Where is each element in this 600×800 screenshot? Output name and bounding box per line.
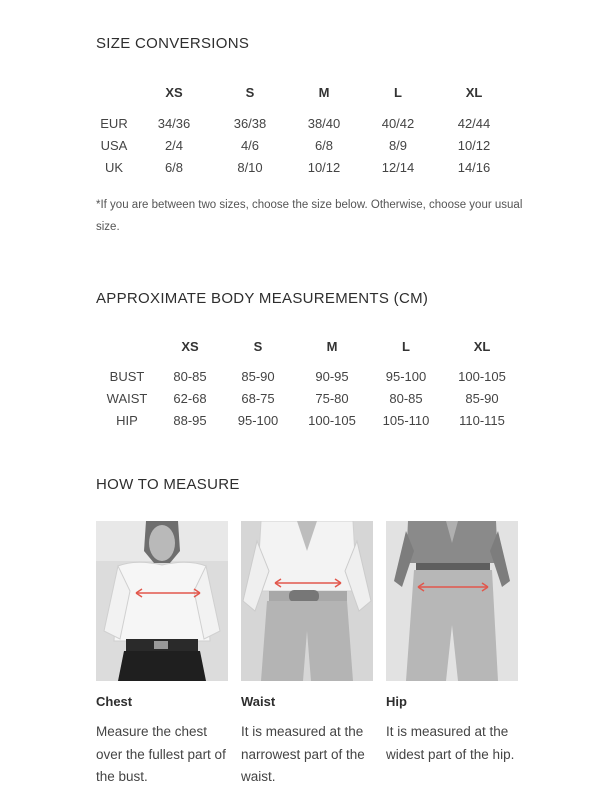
table-row	[98, 387, 524, 409]
chest-instructions: Measure the chest over the fullest part of the bust.	[96, 724, 226, 784]
table-cell: 88-95	[173, 412, 207, 428]
table-cell: 62-68	[173, 390, 207, 406]
waist-measure-photo	[241, 521, 373, 681]
table-cell: 36/38	[233, 115, 267, 131]
table-cell: 34/36	[157, 115, 191, 131]
row-label: UK	[104, 159, 124, 175]
table-cell: 80-85	[389, 390, 423, 406]
table-header-cell: M	[326, 338, 338, 354]
size-conversion-table	[92, 80, 512, 178]
table-cell: 68-75	[241, 390, 275, 406]
table-cell: 6/8	[314, 137, 334, 153]
table-header-cell: XL	[473, 338, 491, 354]
size-conversions-title: SIZE CONVERSIONS	[96, 35, 250, 52]
table-cell: 10/12	[457, 137, 491, 153]
table-cell: 85-90	[241, 368, 275, 384]
table-cell: 12/14	[381, 159, 415, 175]
table-header-cell: L	[402, 338, 410, 354]
table-header-row	[92, 80, 512, 104]
row-label: HIP	[116, 412, 138, 428]
table-cell: 14/16	[457, 159, 491, 175]
table-cell: 38/40	[307, 115, 341, 131]
table-row	[98, 409, 524, 431]
table-header-cell: XS	[165, 84, 183, 100]
chest-label: Chest	[96, 694, 133, 709]
table-cell: 95-100	[385, 368, 427, 384]
table-header-cell: S	[245, 84, 255, 100]
table-cell: 42/44	[457, 115, 491, 131]
table-cell: 10/12	[307, 159, 341, 175]
how-to-measure-title: HOW TO MEASURE	[96, 476, 240, 493]
table-row	[98, 365, 524, 387]
row-label: BUST	[109, 368, 145, 384]
waist-instructions: It is measured at the narrowest part of the waist.	[241, 724, 365, 784]
table-cell: 40/42	[381, 115, 415, 131]
table-cell: 8/9	[388, 137, 408, 153]
table-row	[92, 156, 512, 178]
table-cell: 95-100	[237, 412, 279, 428]
table-header-cell: XL	[465, 84, 483, 100]
table-cell: 90-95	[315, 368, 349, 384]
table-header-cell: S	[253, 338, 263, 354]
table-header-row	[98, 334, 524, 358]
table-cell: 6/8	[164, 159, 184, 175]
table-row	[92, 112, 512, 134]
row-label: WAIST	[106, 390, 148, 406]
table-cell: 105-110	[382, 412, 430, 428]
table-cell: 100-105	[458, 368, 506, 384]
hip-instructions: It is measured at the widest part of the hip.	[386, 724, 515, 762]
table-cell: 110-115	[459, 412, 505, 428]
table-header-cell: XS	[181, 338, 199, 354]
chest-measure-photo	[96, 521, 228, 681]
table-cell: 100-105	[308, 412, 356, 428]
table-cell: 4/6	[240, 137, 260, 153]
table-header-cell	[98, 334, 156, 358]
table-cell: 75-80	[315, 390, 349, 406]
table-row	[92, 134, 512, 156]
hip-measure-photo	[386, 521, 518, 681]
waist-label: Waist	[241, 694, 276, 709]
table-header-cell: M	[318, 84, 330, 100]
table-header-cell	[92, 80, 136, 104]
body-measurement-table	[98, 334, 524, 431]
body-measurements-title: APPROXIMATE BODY MEASUREMENTS (CM)	[96, 290, 429, 307]
row-label: USA	[100, 137, 128, 153]
size-advice-note: *If you are between two sizes, choose the size below. Otherwise, choose your usual size.	[96, 199, 523, 233]
table-header-cell: L	[394, 84, 402, 100]
table-cell: 80-85	[173, 368, 207, 384]
row-label: EUR	[100, 115, 128, 131]
table-cell: 85-90	[465, 390, 499, 406]
table-cell: 8/10	[237, 159, 263, 175]
table-cell: 2/4	[164, 137, 184, 153]
hip-label: Hip	[386, 694, 407, 709]
